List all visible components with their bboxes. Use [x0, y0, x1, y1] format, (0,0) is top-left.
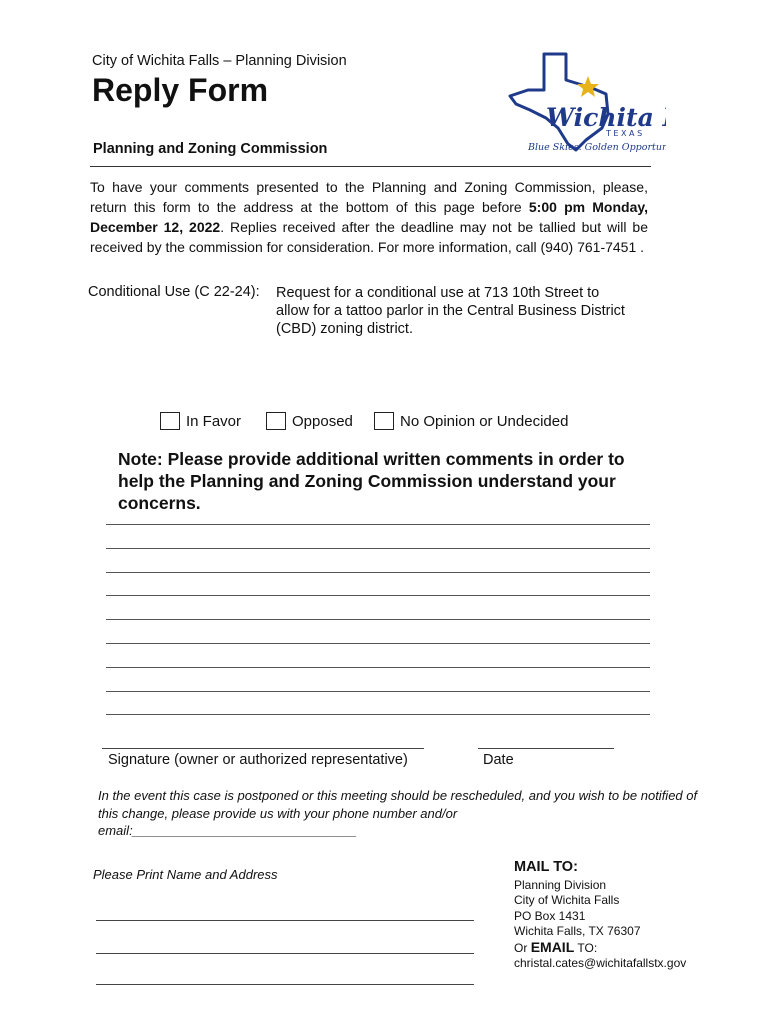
comment-line[interactable] — [106, 548, 650, 549]
texas-outline-icon — [506, 48, 666, 158]
option-no-opinion[interactable]: No Opinion or Undecided — [374, 412, 568, 430]
opposed-checkbox[interactable] — [266, 412, 286, 430]
org-name: City of Wichita Falls – Planning Division — [92, 53, 347, 69]
comments-note: Note: Please provide additional written comments in order to help the Planning and Zoning Commission understand your concerns. — [118, 449, 625, 513]
deadline: 5:00 pm Monday, December 12, 2022 — [90, 199, 648, 235]
svg-text:Blue Skies. Golden Opportuniti: Blue Skies. Golden Opportu — [528, 142, 662, 153]
city-logo — [506, 48, 666, 158]
comment-line[interactable] — [106, 643, 650, 644]
case-label: Conditional Use (C 22-24): — [88, 284, 260, 300]
name-address-line[interactable] — [96, 984, 474, 985]
comment-line[interactable] — [106, 714, 650, 715]
header-divider — [90, 166, 651, 167]
svg-text:Wichita Falls: Wichita — [546, 103, 654, 132]
in-favor-checkbox[interactable] — [160, 412, 180, 430]
intro-paragraph: To have your comments presented to the Planning and Zoning Commission, please, return this form to the address at the bottom of this page before 5:00 pm Monday, December 12, 2022. Replies received after the deadline may not be tallied but will be received by the commission for consideration. For more information, call (940) 761-7451 . — [90, 179, 648, 255]
comment-line[interactable] — [106, 691, 650, 692]
date-line[interactable] — [478, 748, 614, 749]
comment-line[interactable] — [106, 524, 650, 525]
option-in-favor[interactable]: In Favor — [160, 412, 241, 430]
comment-line[interactable] — [106, 572, 650, 573]
comment-line[interactable] — [106, 595, 650, 596]
signature-label: Signature (owner or authorized representative) — [108, 752, 408, 768]
comment-lines[interactable] — [106, 524, 650, 738]
mail-to-heading: MAIL TO: — [514, 859, 578, 875]
date-label: Date — [483, 752, 514, 768]
no-opinion-checkbox[interactable] — [374, 412, 394, 430]
postpone-notice: In the event this case is postponed or this meeting should be rescheduled, and you wish to be notified of this change, please provide us with your phone number and/or email:_______________________________ — [98, 788, 698, 838]
page-subtitle: Planning and Zoning Commission — [93, 141, 328, 157]
page-title: Reply Form — [92, 72, 269, 108]
name-address-line[interactable] — [96, 953, 474, 954]
email-address[interactable]: christal.cates@wichitafallstx.gov — [514, 956, 687, 970]
svg-text:T E X A S: T E X A S — [606, 129, 643, 138]
comment-line[interactable] — [106, 619, 650, 620]
mail-to-block: MAIL TO: Planning Division City of Wichita Falls PO Box 1431 Wichita Falls, TX 76307 Or EMAIL TO: christal.cates@wichitafallstx.gov — [514, 859, 687, 970]
option-opposed[interactable]: Opposed — [266, 412, 353, 430]
comment-line[interactable] — [106, 667, 650, 668]
name-address-line[interactable] — [96, 920, 474, 921]
print-name-label: Please Print Name and Address — [93, 867, 278, 882]
case-description: Request for a conditional use at 713 10th Street to allow for a tattoo parlor in the Central Business District (CBD) zoning district. — [276, 285, 625, 337]
signature-line[interactable] — [102, 748, 424, 749]
